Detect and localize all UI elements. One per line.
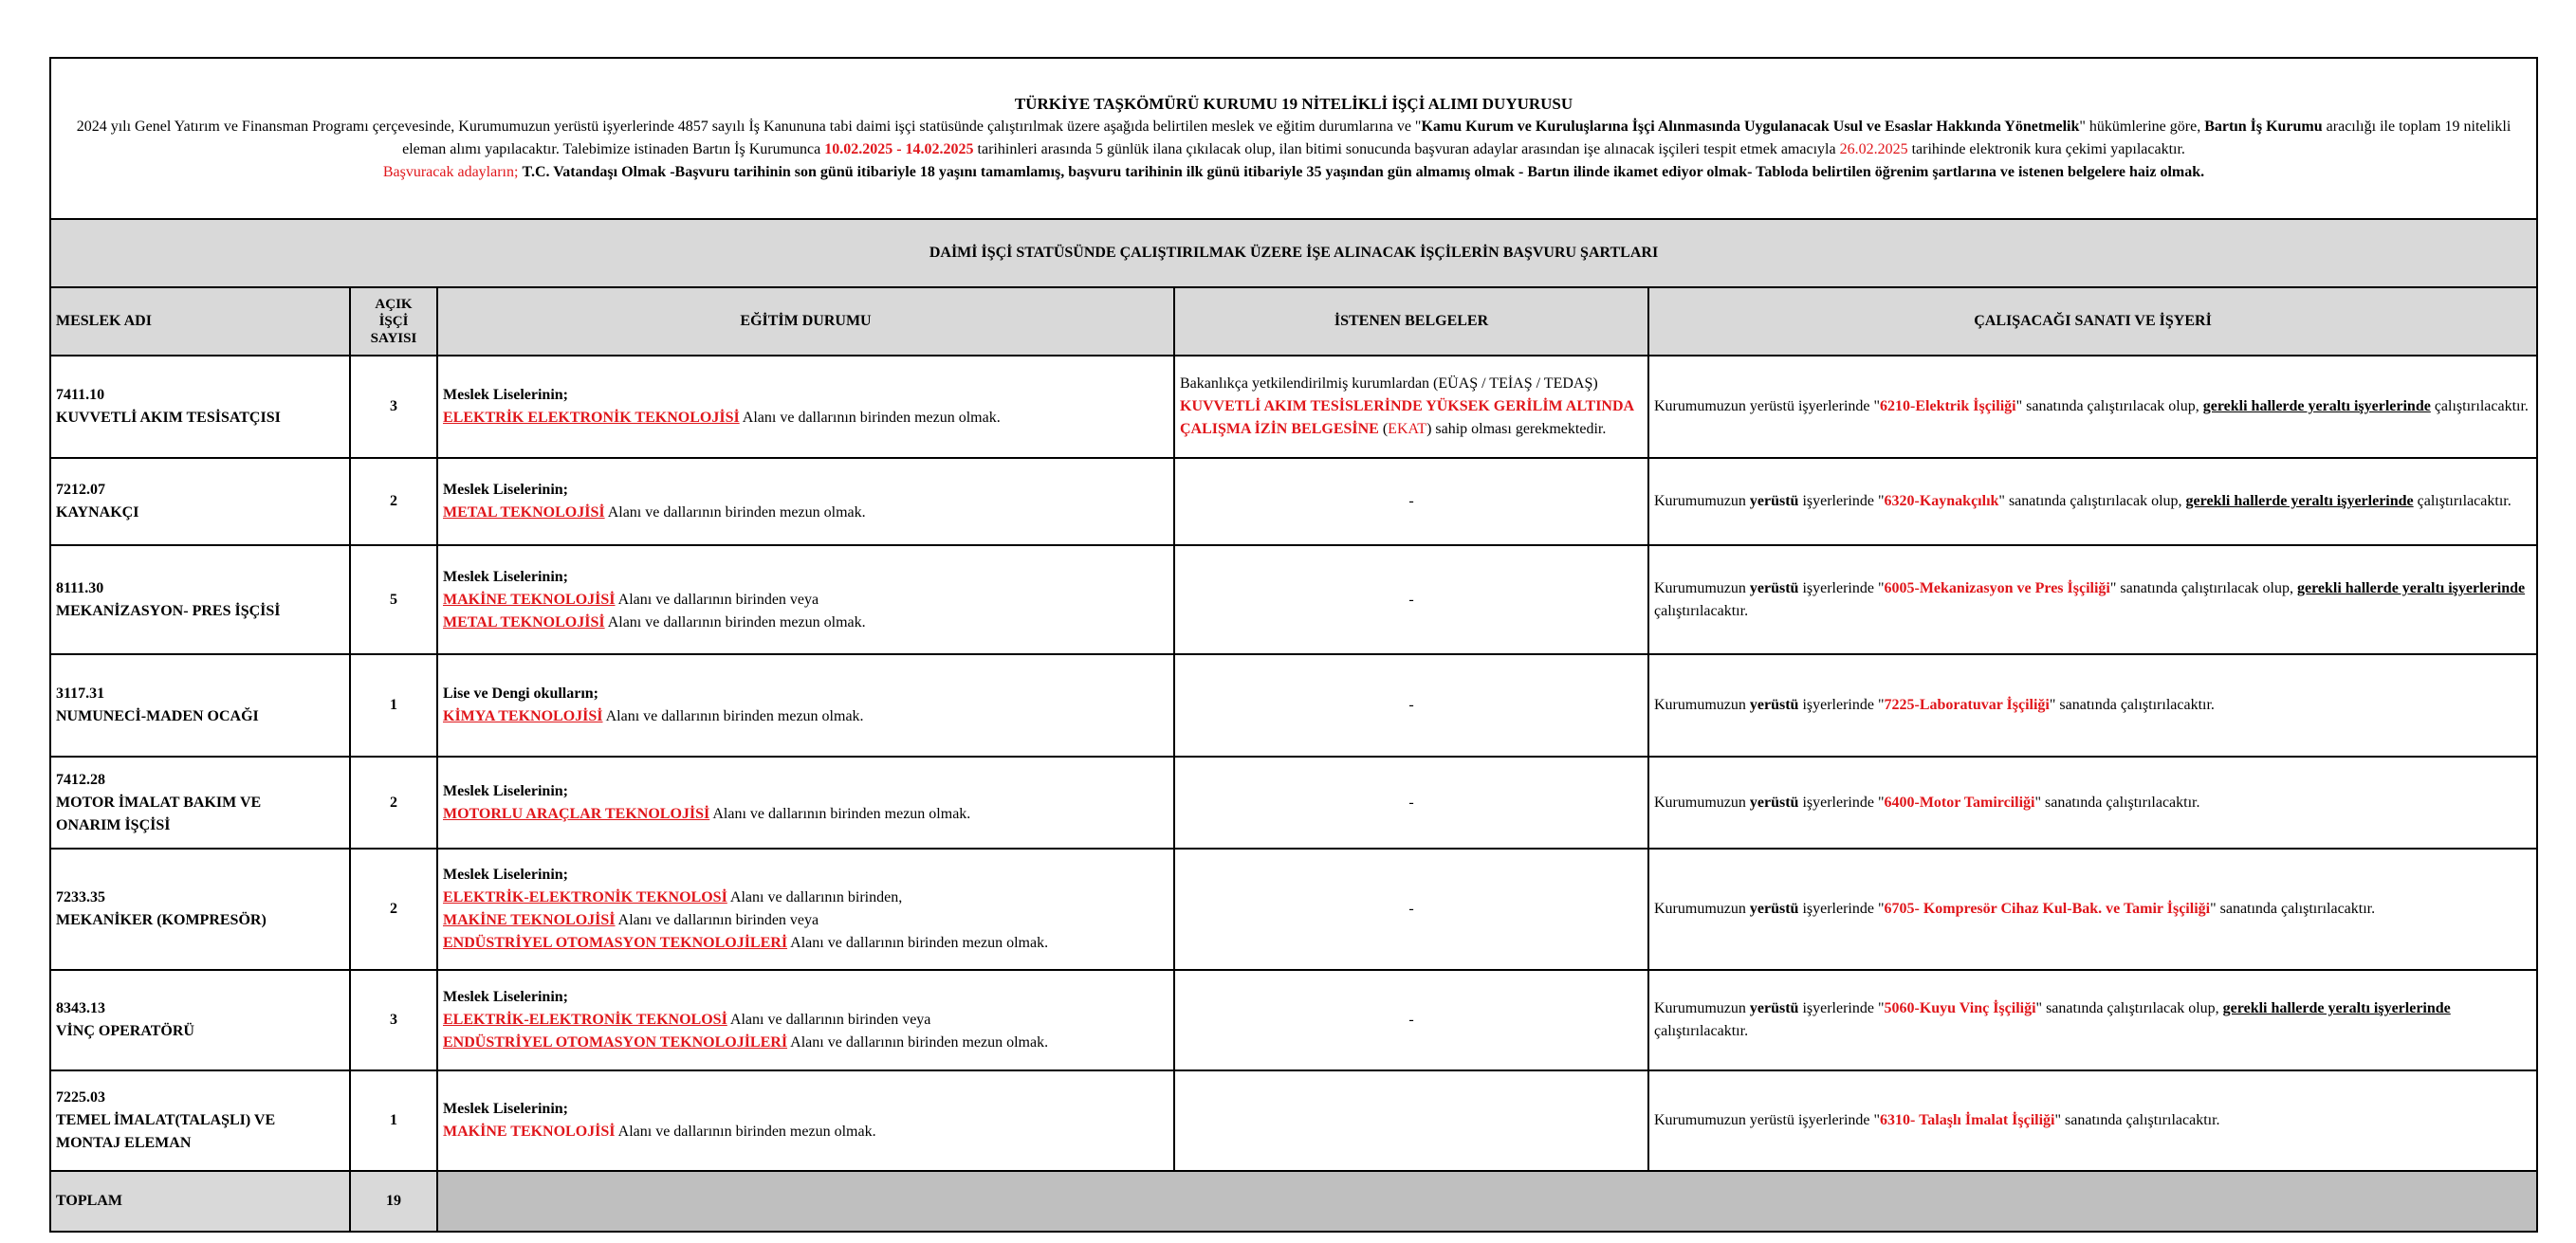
announcement-row [50,58,2537,219]
job-name: KAYNAKÇI [56,504,139,521]
field-suffix: Alanı ve dallarının birinden, [727,889,903,905]
education-line [443,932,1168,955]
underground-note: gerekli hallerde yeraltı işyerlerinde [2185,493,2414,509]
documents-cell: - [1174,458,1648,545]
work-text: yerüstü [1749,697,1799,713]
field-name: ENDÜSTRİYEL OTOMASYON TEKNOLOJİLERİ [443,1034,788,1051]
work-text: Kurumumuzun [1654,1000,1750,1016]
field-suffix: Alanı ve dallarının birinden veya [727,1012,931,1028]
header-education: EĞİTİM DURUMU [437,287,1174,356]
work-text: " sanatında çalıştırılacak olup, [2015,398,2203,414]
field-suffix: Alanı ve dallarının birinden mezun olmak. [604,504,866,521]
work-cell [1648,849,2537,970]
school-type: Meslek Liselerinin; [443,867,568,883]
documents-cell: - [1174,970,1648,1070]
work-text: işyerlerinde " [1798,1000,1885,1016]
job-code: 7225.03 [56,1089,105,1106]
school-type: Meslek Liselerinin; [443,387,568,403]
work-text: Kurumumuzun yerüstü işyerlerinde " [1654,398,1881,414]
job-cell [50,1070,350,1171]
application-dates: 10.02.2025 - 14.02.2025 [824,141,974,157]
required-certificate: KUVVETLİ AKIM TESİSLERİNDE YÜKSEK GERİLİM ALTINDA ÇALIŞMA İZİN BELGESİNE [1180,398,1634,437]
job-cell [50,849,350,970]
announcement-text: tarihinleri arasında 5 günlük ilana çıkılacak olup, ilan bitimi sonucunda başvuran adaylar arasından işe alınacak işçileri tespit etmek amacıyla [973,141,1840,157]
employment-agency: Bartın İş Kurumu [2204,119,2323,135]
work-cell [1648,757,2537,849]
work-cell [1648,545,2537,654]
underground-note: gerekli hallerde yeraltı işyerlerinde [2202,398,2431,414]
field-suffix: Alanı ve dallarının birinden mezun olmak. [615,1124,876,1140]
field-name: MAKİNE TEKNOLOJİSİ [443,591,616,608]
field-name: ELEKTRİK-ELEKTRONİK TEKNOLOSİ [443,1012,727,1028]
work-text: çalıştırılacaktır. [1654,1023,1749,1039]
recruitment-table [49,57,2538,1233]
field-name: METAL TEKNOLOJİSİ [443,504,605,521]
announcement-text: 2024 yılı Genel Yatırım ve Finansman Programı çerçevesinde, Kurumumuzun yerüstü işyerlerinde 4857 sayılı İş Kanununa tabi daimi işçi statüsünde çalıştırılmak üzere aşağıda belirtilen meslek ve eğitim durumlarına ve " [76,119,1422,135]
education-cell [437,654,1174,757]
open-positions: 5 [350,545,437,654]
doc-text: ) sahip olması gerekmektedir. [1426,421,1607,437]
field-name: KİMYA TEKNOLOJİSİ [443,708,603,724]
work-text: işyerlerinde " [1798,794,1885,811]
doc-text: Bakanlıkça yetkilendirilmiş kurumlardan (EÜAŞ / TEİAŞ / TEDAŞ) [1180,375,1598,392]
education-line [443,803,1168,826]
total-value: 19 [350,1171,437,1232]
education-cell [437,970,1174,1070]
work-text: yerüstü [1749,794,1799,811]
school-type: Meslek Liselerinin; [443,1101,568,1117]
field-name: MOTORLU ARAÇLAR TEKNOLOJİSİ [443,805,710,822]
announcement-text: aracılığı ile toplam 19 nitelikli eleman alımı yapılacaktır. Talebimize istinaden Bartın İş Kurumunca [402,119,2512,157]
work-text: yerüstü [1749,901,1799,917]
open-positions: 3 [350,356,437,458]
education-cell [437,356,1174,458]
job-name: MEKANİZASYON- PRES İŞÇİSİ [56,602,281,619]
school-type: Meslek Liselerinin; [443,989,568,1005]
table-row [50,545,2537,654]
announcement-title: TÜRKİYE TAŞKÖMÜRÜ KURUMU 19 NİTELİKLİ İŞÇİ ALIMI DUYURUSU [1014,95,1573,113]
field-name: ENDÜSTRİYEL OTOMASYON TEKNOLOJİLERİ [443,935,788,951]
work-text: çalıştırılacaktır. [2413,493,2512,509]
education-cell [437,458,1174,545]
work-cell [1648,356,2537,458]
total-row [50,1171,2537,1232]
job-name: MOTOR İMALAT BAKIM VE [56,794,262,811]
column-header-row [50,287,2537,356]
job-cell [50,757,350,849]
field-name: METAL TEKNOLOJİSİ [443,613,605,631]
table-row [50,849,2537,970]
school-type: Meslek Liselerinin; [443,782,568,799]
open-positions: 3 [350,970,437,1070]
work-text: " sanatında çalıştırılacak olup, [2109,579,2297,596]
header-documents: İSTENEN BELGELER [1174,287,1648,356]
open-positions: 2 [350,757,437,849]
section-title: DAİMİ İŞÇİ STATÜSÜNDE ÇALIŞTIRILMAK ÜZERE İŞE ALINACAK İŞÇİLERİN BAŞVURU ŞARTLARI [50,219,2537,287]
applicant-conditions [56,161,2531,184]
work-text: Kurumumuzun [1654,579,1750,596]
field-name: ELEKTRİK-ELEKTRONİK TEKNOLOSİ [443,889,727,905]
education-cell [437,1070,1174,1171]
field-suffix: Alanı ve dallarının birinden veya [615,591,819,608]
header-count-line: İŞÇİ [378,314,409,329]
education-line [443,705,1168,728]
work-text: Kurumumuzun [1654,493,1750,509]
table-row [50,458,2537,545]
announcement-text: tarihinde elektronik kura çekimi yapılacaktır. [1907,141,2185,157]
job-name: TEMEL İMALAT(TALAŞLI) VE [56,1112,276,1128]
work-cell [1648,654,2537,757]
work-text: " sanatında çalıştırılacaktır. [2049,697,2215,713]
header-work: ÇALIŞACAĞI SANATI VE İŞYERİ [1648,287,2537,356]
underground-note: gerekli hallerde yeraltı işyerlerinde [2222,1000,2451,1016]
education-line [443,612,1168,634]
announcement-body [56,116,2531,161]
table-row [50,757,2537,849]
trade-name: 6310- Talaşlı İmalat İşçiliği [1880,1112,2055,1128]
education-line [443,1121,1168,1143]
education-cell [437,849,1174,970]
work-text: işyerlerinde " [1798,697,1885,713]
work-text: Kurumumuzun yerüstü işyerlerinde " [1654,1112,1881,1128]
table-row [50,970,2537,1070]
job-code: 7212.07 [56,482,105,498]
header-count-line: SAYISI [370,331,417,346]
work-text: " sanatında çalıştırılacak olup, [1998,493,2186,509]
job-name: KUVVETLİ AKIM TESİSATÇISI [56,410,281,426]
table-row [50,356,2537,458]
work-text: işyerlerinde " [1798,579,1885,596]
table-row [50,654,2537,757]
field-name: ELEKTRİK ELEKTRONİK TEKNOLOJİSİ [443,410,740,426]
work-text: " sanatında çalıştırılacak olup, [2035,1000,2223,1016]
work-text: Kurumumuzun [1654,697,1750,713]
job-code: 7412.28 [56,771,105,788]
education-line [443,909,1168,932]
field-suffix: Alanı ve dallarının birinden mezun olmak. [787,1034,1049,1051]
field-suffix: Alanı ve dallarının birinden mezun olmak. [604,613,866,631]
field-suffix: Alanı ve dallarının birinden veya [615,912,819,928]
work-text: yerüstü [1749,1000,1799,1016]
underground-note: gerekli hallerde yeraltı işyerlerinde [2297,579,2526,596]
trade-name: 5060-Kuyu Vinç İşçiliği [1884,1000,2036,1016]
work-text: Kurumumuzun [1654,794,1750,811]
education-line [443,1009,1168,1032]
work-text: işyerlerinde " [1798,901,1885,917]
conditions-text: T.C. Vatandaşı Olmak -Başvuru tarihinin son günü itibariyle 18 yaşını tamamlamış, başvuru tarihinin ilk günü itibariyle 35 yaşından gün almamış olmak - Bartın ilinde ikamet ediyor olmak- Tabloda belirtilen öğrenim şartlarına ve istenen belgelere haiz olmak. [522,164,2205,180]
school-type: Meslek Liselerinin; [443,482,568,498]
job-name: MEKANİKER (KOMPRESÖR) [56,912,267,928]
education-cell [437,757,1174,849]
header-job: MESLEK ADI [50,287,350,356]
total-label: TOPLAM [50,1171,350,1232]
documents-cell: - [1174,849,1648,970]
header-count-line: AÇIK [375,297,413,312]
work-text: çalıştırılacaktır. [2430,398,2529,414]
job-name: ONARIM İŞÇİSİ [56,816,171,833]
job-cell [50,356,350,458]
field-suffix: Alanı ve dallarının birinden mezun olmak. [739,410,1001,426]
field-suffix: Alanı ve dallarının birinden mezun olmak. [709,805,971,822]
work-cell [1648,1070,2537,1171]
conditions-label: Başvuracak adayların; [382,164,523,180]
lottery-date: 26.02.2025 [1839,141,1908,157]
work-text: " sanatında çalıştırılacaktır. [2054,1112,2220,1128]
trade-name: 6400-Motor Tamirciliği [1884,794,2035,811]
field-suffix: Alanı ve dallarının birinden mezun olmak. [602,708,864,724]
announcement-block [50,58,2537,219]
regulation-name: Kamu Kurum ve Kuruluşlarına İşçi Alınmasında Uygulanacak Usul ve Esaslar Hakkında Yönetmelik [1421,119,2080,135]
documents-cell: - [1174,545,1648,654]
job-cell [50,458,350,545]
education-line [443,407,1168,430]
work-cell [1648,458,2537,545]
open-positions: 2 [350,458,437,545]
field-suffix: Alanı ve dallarının birinden mezun olmak. [787,935,1049,951]
job-code: 7411.10 [56,387,105,403]
job-cell [50,545,350,654]
trade-name: 6320-Kaynakçılık [1884,493,1999,509]
job-code: 8343.13 [56,1000,105,1016]
work-text: yerüstü [1749,493,1799,509]
header-count [350,287,437,356]
work-text: yerüstü [1749,579,1799,596]
education-line [443,589,1168,612]
trade-name: 7225-Laboratuvar İşçiliği [1884,697,2050,713]
certificate-abbrev: EKAT [1388,421,1427,437]
documents-cell: - [1174,654,1648,757]
open-positions: 2 [350,849,437,970]
job-code: 8111.30 [56,579,104,596]
job-cell [50,654,350,757]
field-name: MAKİNE TEKNOLOJİSİ [443,1124,616,1140]
work-text: " sanatında çalıştırılacaktır. [2034,794,2200,811]
job-code: 7233.35 [56,889,105,905]
job-name: NUMUNECİ-MADEN OCAĞI [56,708,259,724]
work-cell [1648,970,2537,1070]
job-code: 3117.31 [56,685,105,702]
job-name: VİNÇ OPERATÖRÜ [56,1023,194,1039]
work-text: " sanatında çalıştırılacaktır. [2210,901,2376,917]
work-text: işyerlerinde " [1798,493,1885,509]
education-cell [437,545,1174,654]
section-row [50,219,2537,287]
documents-cell [1174,1070,1648,1171]
job-name: MONTAJ ELEMAN [56,1135,192,1151]
open-positions: 1 [350,654,437,757]
trade-name: 6005-Mekanizasyon ve Pres İşçiliği [1884,579,2110,596]
work-text: Kurumumuzun [1654,901,1750,917]
open-positions: 1 [350,1070,437,1171]
table-row [50,1070,2537,1171]
school-type: Meslek Liselerinin; [443,568,568,585]
field-name: MAKİNE TEKNOLOJİSİ [443,912,616,928]
work-text: çalıştırılacaktır. [1654,602,1749,619]
documents-cell [1174,356,1648,458]
education-line [443,1032,1168,1054]
school-type: Lise ve Dengi okulların; [443,685,599,702]
total-filler [437,1171,2537,1232]
education-line [443,502,1168,524]
documents-cell: - [1174,757,1648,849]
education-line [443,887,1168,909]
announcement-text: " hükümlerine göre, [2079,119,2205,135]
trade-name: 6210-Elektrik İşçiliği [1880,398,2016,414]
doc-text: ( [1378,421,1389,437]
trade-name: 6705- Kompresör Cihaz Kul-Bak. ve Tamir İşçiliği [1884,901,2211,917]
job-cell [50,970,350,1070]
